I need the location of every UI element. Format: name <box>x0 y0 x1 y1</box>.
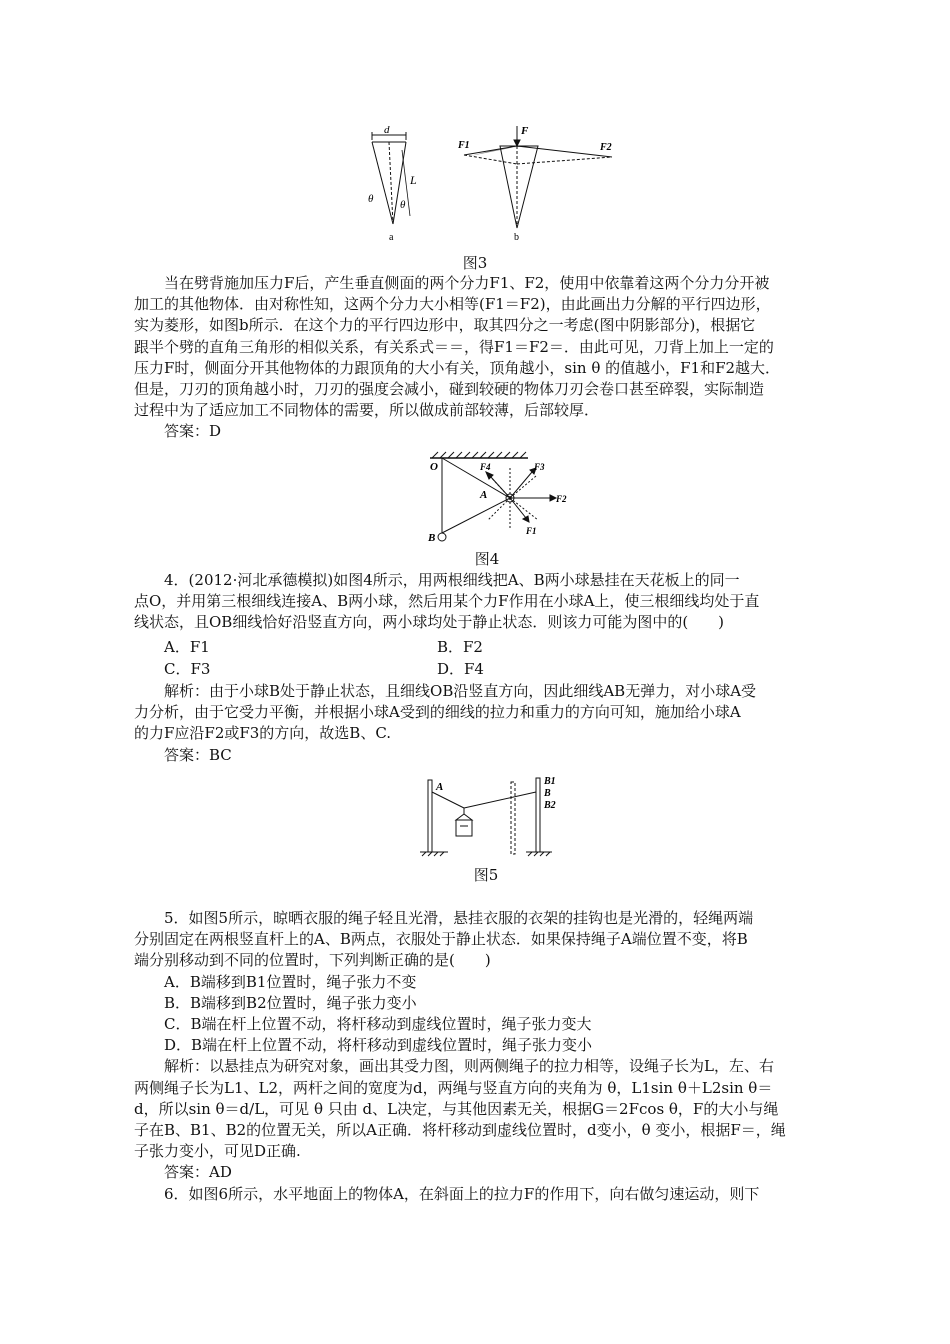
figure-4-caption: 图4 <box>474 550 500 568</box>
q5-option-b: B．B端移到B2位置时，绳子张力变小 <box>164 993 417 1012</box>
q5-exp-line-1: 解析：以悬挂点为研究对象，画出其受力图，则两侧绳子的拉力相等，设绳子长为L，左、右 <box>164 1057 774 1076</box>
q3-line-1: 当在劈背施加压力F后，产生垂直侧面的两个分力F1、F2，使用中依靠着这两个分力分开被 <box>164 274 770 292</box>
figure-5-caption: 图5 <box>473 866 499 884</box>
label-a: a <box>389 232 394 243</box>
label-F4: F4 <box>480 462 491 472</box>
q6-stem: 6．如图6所示，水平地面上的物体A，在斜面上的拉力F的作用下，向右做匀速运动，则下 <box>164 1184 760 1203</box>
q5-exp-line-5: 子张力变小，可见D正确. <box>134 1142 301 1161</box>
label-F1: F1 <box>458 140 470 151</box>
q4-exp-line-1: 解析：由于小球B处于静止状态，且细线OB沿竖直方向，因此细线AB无弹力，对小球A受 <box>164 682 757 700</box>
q5-line-1: 5．如图5所示，晾晒衣服的绳子轻且光滑，悬挂衣服的衣架的挂钩也是光滑的，轻绳两端 <box>164 909 754 927</box>
q4-option-d: D．F4 <box>437 660 484 678</box>
figure-3-caption: 图3 <box>462 254 488 272</box>
label-F3: F3 <box>534 462 545 472</box>
label-B2: B2 <box>544 800 556 811</box>
q3-line-4: 跟半个劈的直角三角形的相似关系，有关系式＝＝，得F1＝F2＝．由此可见，刀背上加上一定的 <box>134 337 774 356</box>
label-F: F <box>521 125 529 137</box>
q3-line-3: 实为菱形，如图b所示．在这个力的平行四边形中，取其四分之一考虑(图中阴影部分)，根据它 <box>134 316 756 335</box>
q4-exp-line-2: 力分析，由于它受力平衡，并根据小球A受到的细线的拉力和重力的方向可知，施加给小球A <box>134 703 741 722</box>
clothes <box>456 820 472 836</box>
label-A: A <box>436 781 444 793</box>
ceiling-hatch <box>432 452 526 458</box>
q5-option-d: D．B端在杆上位置不动，将杆移动到虚线位置时，绳子张力变小 <box>164 1036 593 1055</box>
q4-option-b: B．F2 <box>437 638 483 656</box>
q5-answer: 答案：AD <box>164 1163 232 1182</box>
q4-stem <box>134 570 824 634</box>
q4-option-a: A．F1 <box>164 638 210 656</box>
label-F2: F2 <box>556 494 567 504</box>
label-L: L <box>410 173 417 187</box>
q4-option-c: C．F3 <box>164 660 211 678</box>
figure-4 <box>418 450 578 546</box>
q4-answer: 答案：BC <box>164 745 232 764</box>
q4-line-2: 点O，并用第三根细线连接A、B两小球，然后用某个力F作用在小球A上，使三根细线均处于直 <box>134 592 760 611</box>
label-d: d <box>384 124 390 136</box>
q3-line-5: 压力F时，侧面分开其他物体的力跟顶角的大小有关，顶角越小，sin θ 的值越小，F1和F2越大． <box>134 358 781 377</box>
q5-line-2: 分别固定在两根竖直杆上的A、B两点，衣服处于静止状态．如果保持绳子A端位置不变，将B <box>134 930 748 949</box>
label-b: b <box>514 232 519 243</box>
q5-line-3: 端分别移动到不同的位置时，下列判断正确的是( ) <box>134 951 491 970</box>
figure-3 <box>360 124 620 246</box>
label-O: O <box>430 461 438 473</box>
q3-explanation <box>134 273 824 443</box>
q3-line-6: 但是，刀刃的顶角越小时，刀刃的强度会减小，碰到较硬的物体刀刃会卷口甚至碎裂，实际制造 <box>134 380 765 399</box>
label-B1: B1 <box>544 776 556 787</box>
label-F2: F2 <box>600 142 612 153</box>
label-theta-left: θ <box>368 193 374 205</box>
wedge-b <box>464 126 612 228</box>
q4-line-3: 线状态，且OB细线恰好沿竖直方向，两小球均处于静止状态．则该力可能为图中的( ) <box>134 613 725 632</box>
q4-explanation <box>134 681 824 766</box>
q5-exp-line-4: 子在B、B1、B2的位置无关，所以A正确．将杆移动到虚线位置时，d变小，θ 变小，根据F＝，绳 <box>134 1121 786 1140</box>
label-F1: F1 <box>526 526 537 536</box>
label-theta-right: θ <box>400 199 406 211</box>
figure-5 <box>418 770 578 862</box>
label-B: B <box>428 532 436 544</box>
q3-line-7: 过程中为了适应加工不同物体的需要，所以做成前部较薄，后部较厚． <box>134 401 600 420</box>
q5-option-a: A．B端移到B1位置时，绳子张力不变 <box>164 972 417 991</box>
q5-exp-line-2: 两侧绳子长为L1、L2，两杆之间的宽度为d，两绳与竖直方向的夹角为 θ，L1sin θ＋L2sin θ＝ <box>134 1078 773 1097</box>
ball-B <box>438 533 446 541</box>
q4-line-1: 4．(2012·河北承德模拟)如图4所示，用两根细线把A、B两小球悬挂在天花板上的同一 <box>164 571 740 589</box>
label-A: A <box>480 489 488 501</box>
q3-answer: 答案：D <box>164 422 222 441</box>
q5-stem <box>134 908 824 1205</box>
q4-exp-line-3: 的力F应沿F2或F3的方向，故选B、C. <box>134 724 392 743</box>
q5-option-c: C．B端在杆上位置不动，将杆移动到虚线位置时，绳子张力变大 <box>164 1015 592 1034</box>
q3-line-2: 加工的其他物体．由对称性知，这两个分力大小相等(F1＝F2)，由此画出力分解的平行四边形， <box>134 295 771 314</box>
label-B: B <box>544 788 551 799</box>
q5-exp-line-3: d，所以sin θ＝d/L，可见 θ 只由 d、L决定，与其他因素无关，根据G＝2Fcos θ，F的大小与绳 <box>134 1099 779 1118</box>
ground-hatch <box>422 852 550 856</box>
